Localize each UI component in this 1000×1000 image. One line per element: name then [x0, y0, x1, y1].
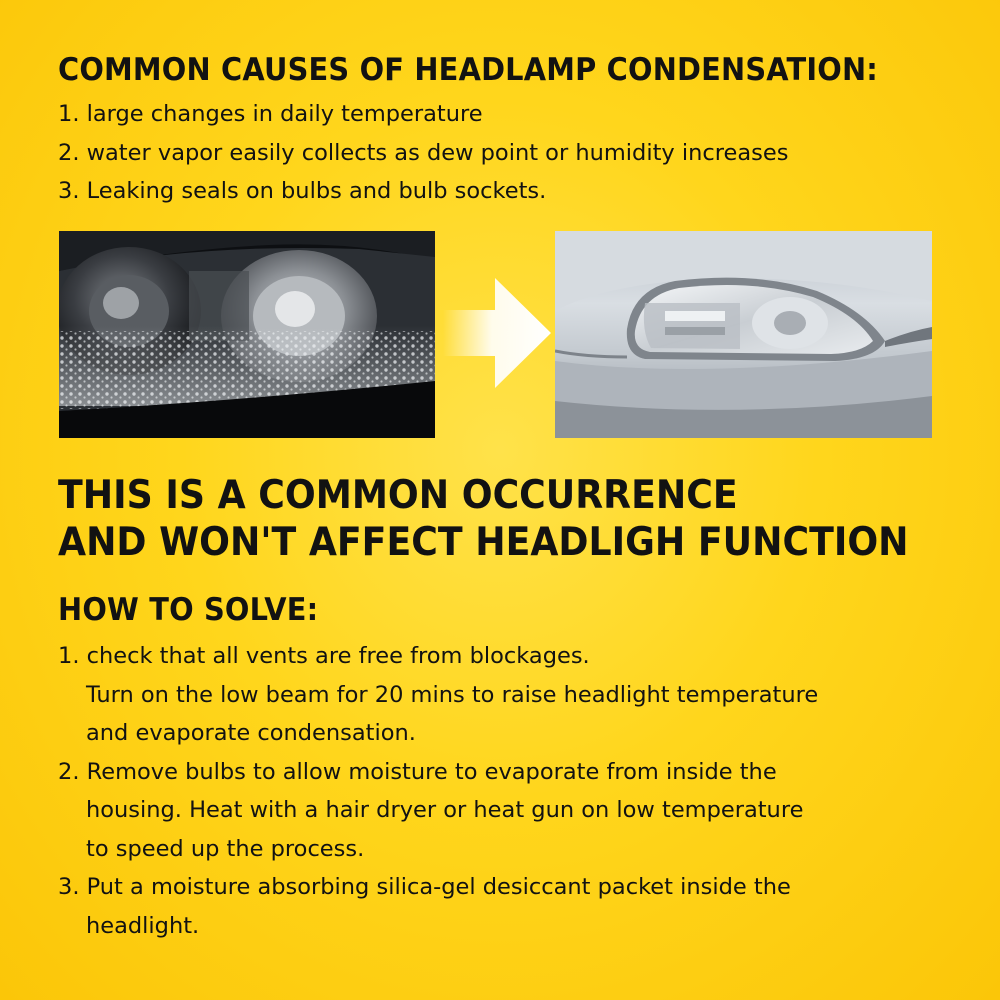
list-item: 2. Remove bulbs to allow moisture to evaporate from inside the [58, 758, 777, 785]
statement-line: AND WON'T AFFECT HEADLIGH FUNCTION [58, 520, 909, 565]
causes-title: COMMON CAUSES OF HEADLAMP CONDENSATION: [58, 52, 879, 88]
arrow-right-icon [443, 278, 551, 388]
list-item-continuation: Turn on the low beam for 20 mins to raise headlight temperature [86, 681, 819, 708]
list-item-continuation: housing. Heat with a hair dryer or heat gun on low temperature [86, 797, 804, 823]
list-item: 1. large changes in daily temperature [58, 101, 483, 127]
causes-list [58, 95, 788, 211]
list-item: 3. Put a moisture absorbing silica-gel desiccant packet inside the [58, 874, 791, 900]
list-item-continuation: and evaporate condensation. [86, 720, 416, 746]
solve-list [58, 637, 818, 945]
statement [58, 472, 909, 566]
fogged-headlamp-photo [59, 231, 435, 438]
solve-title: HOW TO SOLVE: [58, 592, 319, 628]
list-item: 3. Leaking seals on bulbs and bulb sockets. [58, 178, 547, 204]
clear-headlamp-photo [555, 231, 932, 438]
list-item: 1. check that all vents are free from blockages. [58, 643, 590, 669]
list-item-continuation: to speed up the process. [86, 835, 365, 862]
list-item-continuation: headlight. [86, 912, 200, 939]
list-item: 2. water vapor easily collects as dew point or humidity increases [58, 139, 789, 166]
statement-line: THIS IS A COMMON OCCURRENCE [58, 473, 738, 518]
